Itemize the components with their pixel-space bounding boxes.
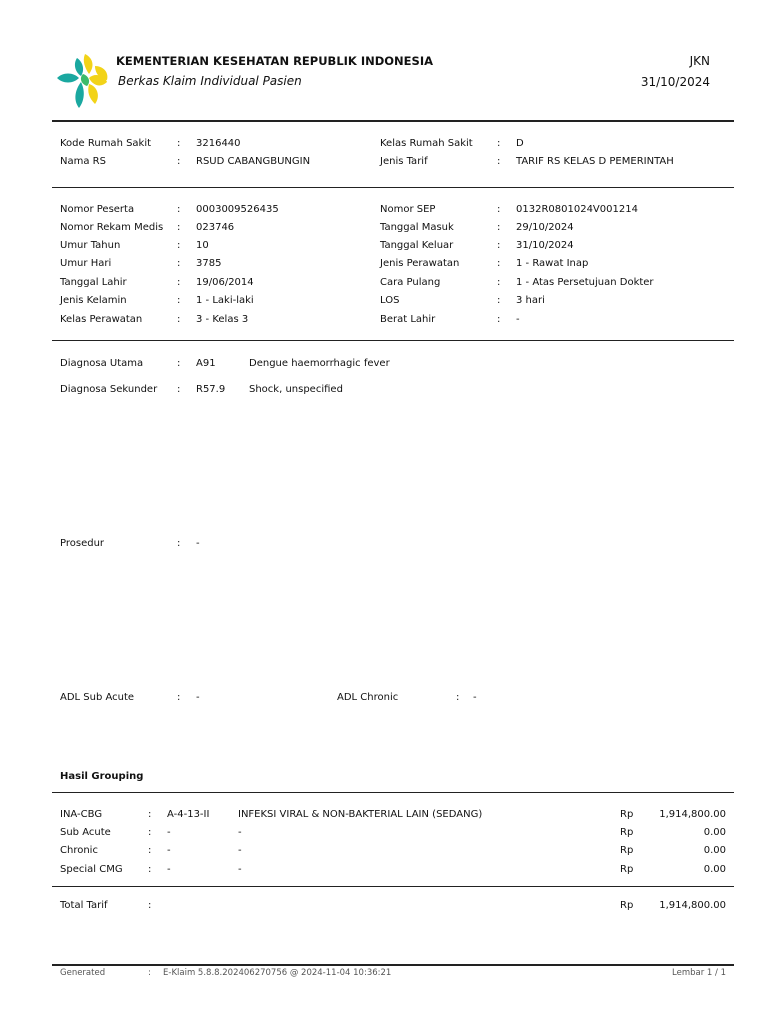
separator: :	[177, 138, 181, 149]
prosedur-label: Prosedur	[60, 538, 105, 549]
diagnosa-sekunder-label: Diagnosa Sekunder	[60, 384, 158, 395]
kode-rs-value: 3216440	[196, 138, 241, 149]
separator: :	[177, 258, 181, 269]
nama-rs-label: Nama RS	[60, 156, 106, 167]
page-number: Lembar 1 / 1	[672, 968, 726, 978]
adl-sub-acute-value: -	[196, 692, 200, 703]
separator: :	[497, 240, 501, 251]
grouping-row-label: Special CMG	[60, 864, 123, 875]
grouping-row-label: Sub Acute	[60, 827, 111, 838]
diagnosa-sekunder-code: R57.9	[196, 384, 226, 395]
separator: :	[497, 258, 501, 269]
divider	[52, 886, 734, 887]
generated-label: Generated	[60, 968, 106, 978]
separator: :	[497, 204, 501, 215]
separator: :	[177, 384, 181, 395]
patient-left-value: 1 - Laki-laki	[196, 295, 254, 306]
grouping-row-desc: -	[238, 827, 242, 838]
divider	[52, 187, 734, 188]
patient-left-label: Jenis Kelamin	[60, 295, 127, 306]
prosedur-value: -	[196, 538, 200, 549]
grouping-row-label: INA-CBG	[60, 809, 103, 820]
patient-left-label: Umur Tahun	[60, 240, 121, 251]
separator: :	[177, 204, 181, 215]
divider	[52, 792, 734, 793]
separator: :	[456, 692, 460, 703]
separator: :	[497, 138, 501, 149]
nama-rs-value: RSUD CABANGBUNGIN	[196, 156, 311, 167]
grouping-row-label: Chronic	[60, 845, 98, 856]
diagnosa-utama-code: A91	[196, 358, 216, 369]
separator: :	[177, 358, 181, 369]
separator: :	[177, 222, 181, 233]
grouping-row-desc: INFEKSI VIRAL & NON-BAKTERIAL LAIN (SEDANG)	[238, 809, 483, 820]
kelas-rs-label: Kelas Rumah Sakit	[380, 138, 473, 149]
document-date: 31/10/2024	[640, 75, 710, 89]
diagnosa-utama-desc: Dengue haemorrhagic fever	[249, 358, 390, 369]
separator: :	[148, 864, 152, 875]
separator: :	[177, 314, 181, 325]
grouping-row-currency: Rp	[620, 827, 634, 838]
separator: :	[177, 538, 181, 549]
patient-right-label: Berat Lahir	[380, 314, 436, 325]
separator: :	[177, 295, 181, 306]
divider	[52, 120, 734, 122]
grouping-row-code: A-4-13-II	[167, 809, 210, 820]
patient-left-value: 10	[196, 240, 209, 251]
grouping-row-currency: Rp	[620, 864, 634, 875]
patient-right-value: -	[516, 314, 520, 325]
separator: :	[148, 809, 152, 820]
patient-right-value: 1 - Rawat Inap	[516, 258, 589, 269]
patient-right-label: LOS	[380, 295, 400, 306]
separator: :	[148, 900, 152, 911]
separator: :	[497, 277, 501, 288]
grouping-row-currency: Rp	[620, 809, 634, 820]
adl-chronic-value: -	[473, 692, 477, 703]
generated-value: E-Klaim 5.8.8.202406270756 @ 2024-11-04 10:36:21	[163, 968, 392, 978]
separator: :	[177, 240, 181, 251]
separator: :	[497, 222, 501, 233]
patient-right-value: 1 - Atas Persetujuan Dokter	[516, 277, 654, 288]
separator: :	[148, 827, 152, 838]
patient-left-label: Umur Hari	[60, 258, 112, 269]
separator: :	[148, 845, 152, 856]
patient-right-label: Tanggal Masuk	[380, 222, 454, 233]
jenis-tarif-label: Jenis Tarif	[380, 156, 428, 167]
doc-subtitle: Berkas Klaim Individual Pasien	[118, 74, 302, 88]
grouping-row-code: -	[167, 845, 171, 856]
patient-left-value: 19/06/2014	[196, 277, 254, 288]
patient-right-label: Jenis Perawatan	[380, 258, 460, 269]
grouping-row-code: -	[167, 827, 171, 838]
patient-right-value: 0132R0801024V001214	[516, 204, 638, 215]
grouping-row-desc: -	[238, 864, 242, 875]
total-tarif-currency: Rp	[620, 900, 634, 911]
patient-right-label: Nomor SEP	[380, 204, 436, 215]
jenis-tarif-value: TARIF RS KELAS D PEMERINTAH	[516, 156, 674, 167]
separator: :	[497, 295, 501, 306]
kemenkes-logo	[55, 52, 111, 110]
patient-right-label: Tanggal Keluar	[380, 240, 454, 251]
separator: :	[148, 968, 151, 978]
grouping-row-amount: 1,914,800.00	[659, 809, 726, 820]
grouping-row-amount: 0.00	[703, 845, 726, 856]
patient-right-value: 3 hari	[516, 295, 545, 306]
separator: :	[497, 156, 501, 167]
patient-right-value: 29/10/2024	[516, 222, 574, 233]
patient-left-label: Kelas Perawatan	[60, 314, 143, 325]
grouping-row-currency: Rp	[620, 845, 634, 856]
org-title: KEMENTERIAN KESEHATAN REPUBLIK INDONESIA	[116, 54, 434, 68]
divider	[52, 964, 734, 966]
diagnosa-utama-label: Diagnosa Utama	[60, 358, 144, 369]
adl-sub-acute-label: ADL Sub Acute	[60, 692, 135, 703]
patient-left-label: Tanggal Lahir	[60, 277, 127, 288]
hasil-grouping-title: Hasil Grouping	[60, 771, 144, 782]
divider	[52, 340, 734, 341]
diagnosa-sekunder-desc: Shock, unspecified	[249, 384, 343, 395]
separator: :	[177, 692, 181, 703]
kelas-rs-value: D	[516, 138, 524, 149]
separator: :	[177, 277, 181, 288]
total-tarif-label: Total Tarif	[60, 900, 108, 911]
patient-left-value: 023746	[196, 222, 235, 233]
separator: :	[177, 156, 181, 167]
kode-rs-label: Kode Rumah Sakit	[60, 138, 152, 149]
grouping-row-code: -	[167, 864, 171, 875]
patient-left-value: 0003009526435	[196, 204, 279, 215]
grouping-row-amount: 0.00	[703, 864, 726, 875]
total-tarif-amount: 1,914,800.00	[659, 900, 726, 911]
patient-left-value: 3 - Kelas 3	[196, 314, 249, 325]
patient-right-value: 31/10/2024	[516, 240, 574, 251]
adl-chronic-label: ADL Chronic	[337, 692, 399, 703]
grouping-row-amount: 0.00	[703, 827, 726, 838]
patient-right-label: Cara Pulang	[380, 277, 441, 288]
separator: :	[497, 314, 501, 325]
patient-left-label: Nomor Peserta	[60, 204, 135, 215]
program-label: JKN	[689, 54, 710, 68]
grouping-row-desc: -	[238, 845, 242, 856]
patient-left-label: Nomor Rekam Medis	[60, 222, 164, 233]
patient-left-value: 3785	[196, 258, 222, 269]
